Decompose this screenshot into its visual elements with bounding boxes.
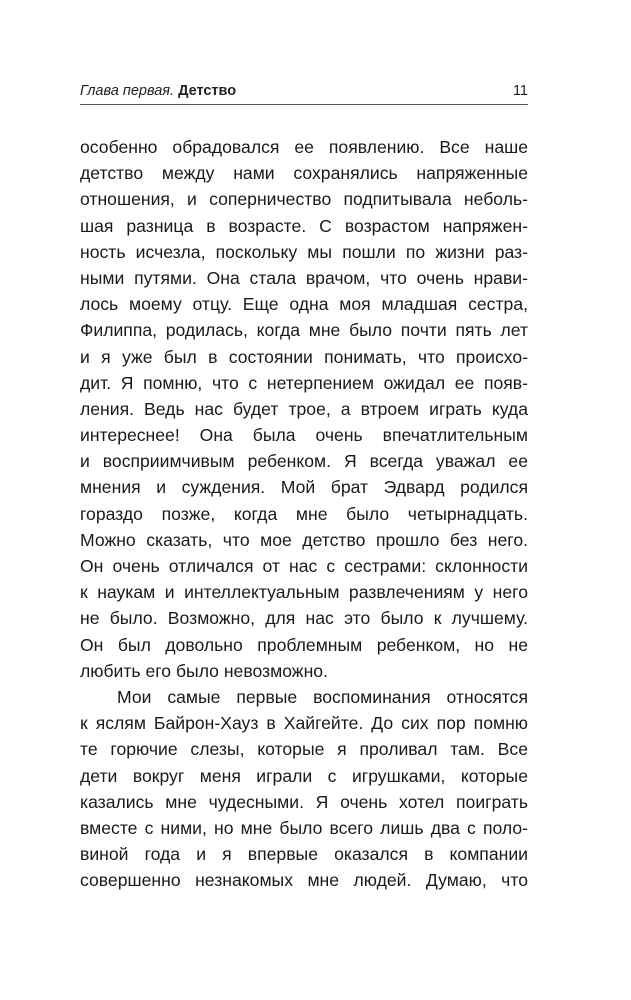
text-line: мнения и суждения. Мой брат Эдвард родился [80, 477, 528, 498]
text-line: совершенно незнакомых мне людей. Думаю, что [80, 870, 528, 891]
text-line: и восприимчивым ребенком. Я всегда уважал ее [80, 451, 528, 472]
text-line: Он очень отличался от нас с сестрами: склонности [80, 556, 528, 576]
text-line: ления. Ведь нас будет трое, а втроем играть куда [80, 398, 528, 419]
text-line: к наукам и интеллектуальным развлечениям у него [80, 582, 528, 603]
text-line: казались мне чудесными. Я очень хотел поиграть [80, 791, 528, 812]
paragraph [80, 134, 528, 684]
text-line: не было. Возможно, для нас это было к лучшему. [80, 608, 528, 629]
running-header [80, 80, 528, 102]
text-line: особенно обрадовался ее появлению. Все наше [80, 137, 528, 157]
text-line: дети вокруг меня играли с игрушками, которые [80, 765, 528, 786]
text-line: вместе с ними, но мне было всего лишь два с поло- [80, 817, 528, 838]
text-line: и я уже был в состоянии понимать, что происхо- [80, 346, 528, 367]
text-line: лось моему отцу. Еще одна моя младшая сестра, [80, 294, 528, 315]
text-line: виной года и я впервые оказался в компании [80, 844, 528, 865]
paragraph [80, 684, 528, 894]
text-line: к яслям Байрон-Хауз в Хайгейте. До сих пор помню [80, 713, 528, 734]
page-number: 11 [512, 83, 528, 99]
text-line: дит. Я помню, что с нетерпением ожидал ее появ- [80, 372, 528, 393]
text-line: Мои самые первые воспоминания относятся [117, 686, 528, 707]
text-line: Филиппа, родилась, когда мне было почти пять лет [80, 320, 528, 341]
text-line: интереснее! Она была очень впечатлительным [80, 425, 528, 446]
text-line: Он был довольно проблемным ребенком, но не [80, 634, 528, 655]
text-line: гораздо позже, когда мне было четырнадцать. [80, 503, 528, 524]
chapter-title: Детство [178, 83, 237, 99]
chapter-label: Глава первая. [80, 83, 175, 99]
text-line: детство между нами сохранялись напряженные [80, 163, 528, 184]
text-line: отношения, и соперничество подпитывала неболь- [80, 189, 528, 210]
text-line: те горючие слезы, которые я проливал там. Все [80, 739, 528, 760]
text-line: ными путями. Она стала врачом, что очень нрави- [80, 267, 528, 288]
text-line: Можно сказать, что мое детство прошло без него. [80, 529, 528, 550]
header-divider [80, 104, 528, 105]
text-line: любить его было невозможно. [80, 660, 328, 681]
text-line: шая разница в возрасте. С возрастом напряжен- [80, 215, 528, 236]
body-text [80, 134, 528, 893]
text-line: ность исчезла, поскольку мы пошли по жизни раз- [80, 241, 528, 262]
